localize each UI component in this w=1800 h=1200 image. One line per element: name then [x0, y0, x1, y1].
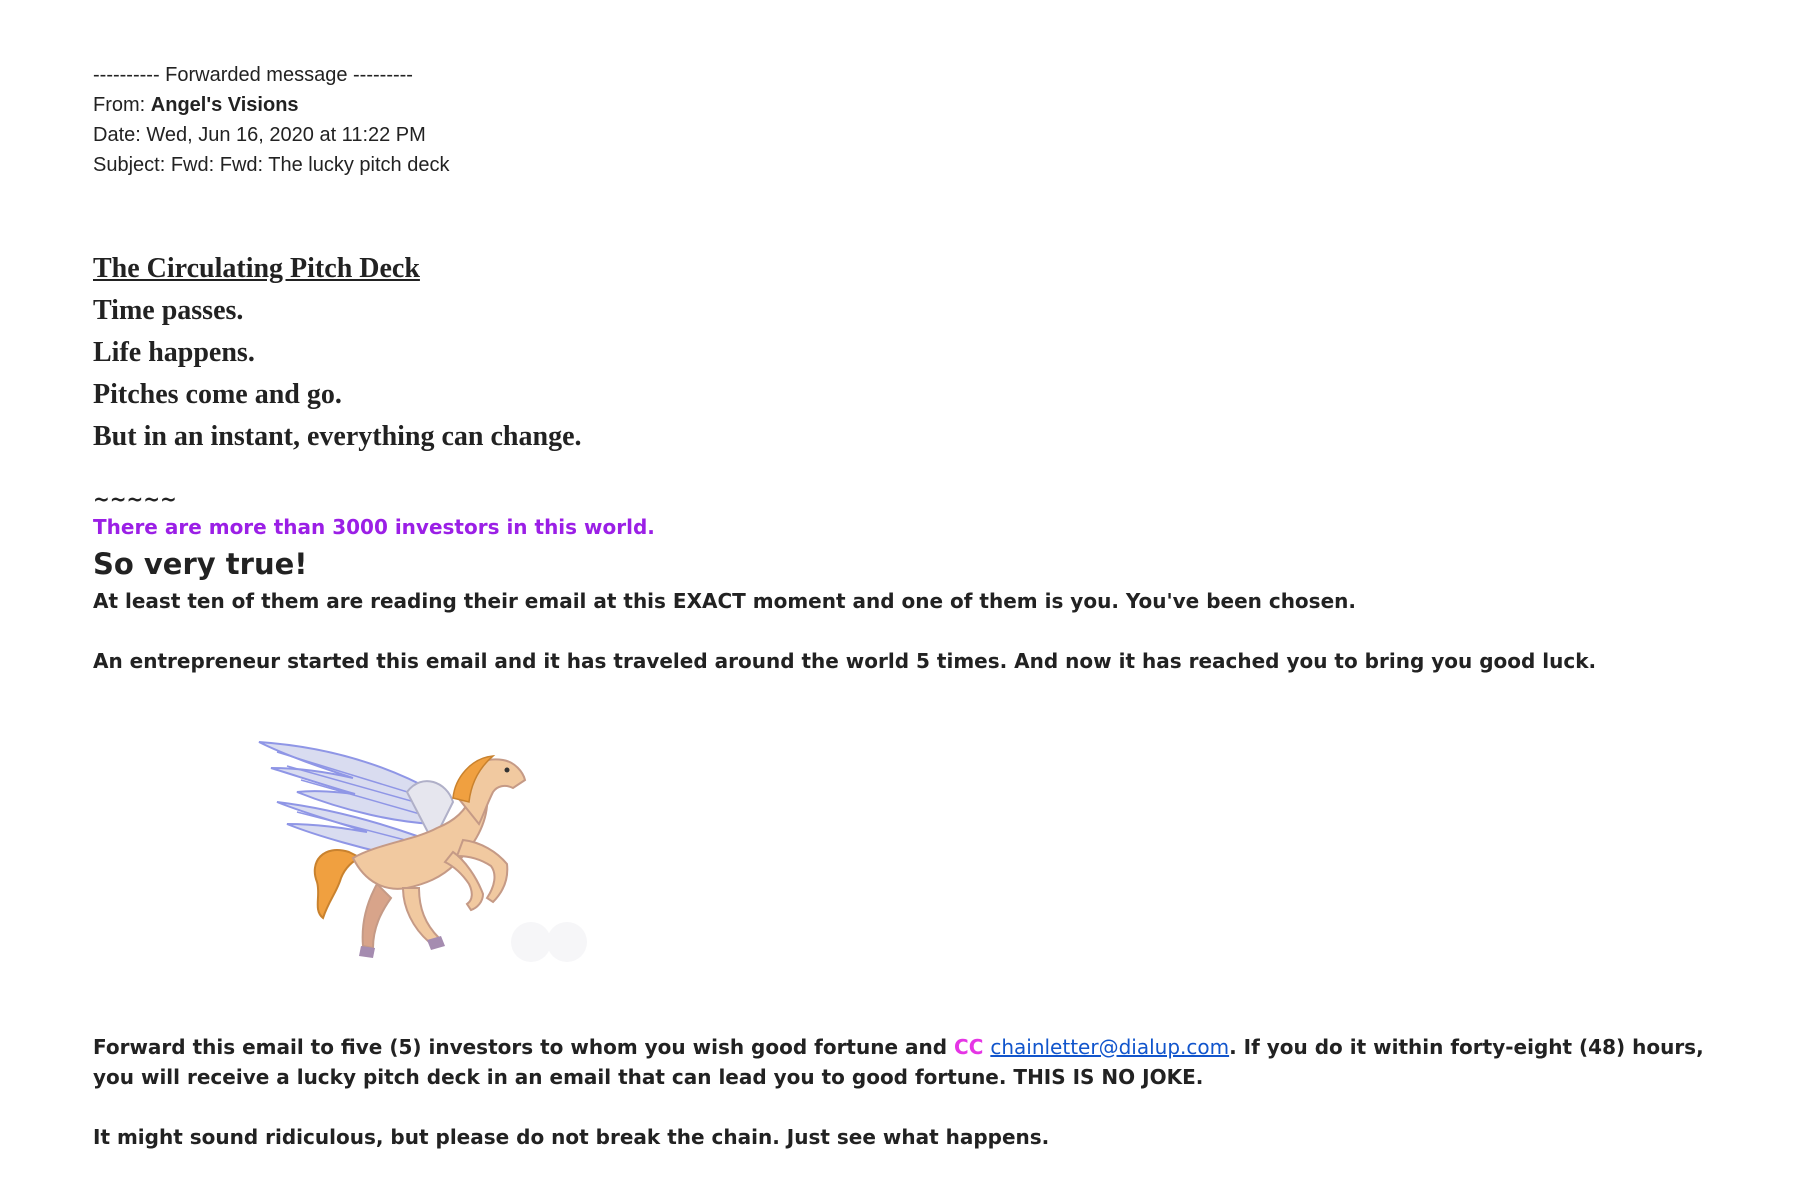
- cc-label: CC: [954, 1035, 984, 1059]
- date-label: Date:: [93, 124, 147, 146]
- message-paragraphs: [93, 586, 1733, 676]
- poem-line: Life happens.: [93, 337, 255, 368]
- from-sender: Angel's Visions: [150, 94, 299, 116]
- chainletter-email-link[interactable]: chainletter@dialup.com: [990, 1035, 1230, 1059]
- date-line: [93, 120, 1733, 150]
- pegasus-icon: [257, 732, 597, 972]
- subject-line: [93, 150, 1733, 180]
- date-value: Wed, Jun 16, 2020 at 11:22 PM: [146, 124, 426, 146]
- forwarded-separator: ---------- Forwarded message ---------: [93, 64, 413, 86]
- tilde-divider: ~~~~~: [93, 487, 177, 511]
- closing-paragraph: It might sound ridiculous, but please do not break the chain. Just see what happens.: [93, 1125, 1050, 1149]
- poem-line: Time passes.: [93, 295, 244, 326]
- entrepreneur-paragraph: An entrepreneur started this email and it has traveled around the world 5 times. And now it has reached you to bring you good luck.: [93, 649, 1597, 673]
- forward-paragraph: [93, 1032, 1733, 1092]
- poem: [93, 248, 1733, 458]
- poem-line: Pitches come and go.: [93, 379, 342, 410]
- email-body: [93, 60, 1733, 1152]
- forward-text-post: . If you do it within forty-eight (48) hours, you will receive a lucky pitch deck in an email that can lead you to good fortune. THIS IS NO JOKE.: [93, 1035, 1704, 1089]
- forward-instructions: [93, 1032, 1733, 1152]
- from-label: From:: [93, 94, 151, 116]
- pegasus-image: [93, 732, 1733, 1032]
- from-line: [93, 90, 1733, 120]
- poem-title: The Circulating Pitch Deck: [93, 253, 420, 284]
- investors-count-line: There are more than 3000 investors in this world.: [93, 515, 655, 539]
- poem-line: But in an instant, everything can change.: [93, 421, 582, 452]
- subject-value: Fwd: Fwd: The lucky pitch deck: [170, 154, 450, 176]
- chosen-paragraph: At least ten of them are reading their email at this EXACT moment and one of them is you. You've been chosen.: [93, 589, 1356, 613]
- forward-text-pre: Forward this email to five (5) investors to whom you wish good fortune and: [93, 1035, 955, 1059]
- so-very-true-heading: So very true!: [93, 547, 308, 581]
- forwarded-header: [93, 60, 1733, 180]
- subject-label: Subject:: [93, 154, 171, 176]
